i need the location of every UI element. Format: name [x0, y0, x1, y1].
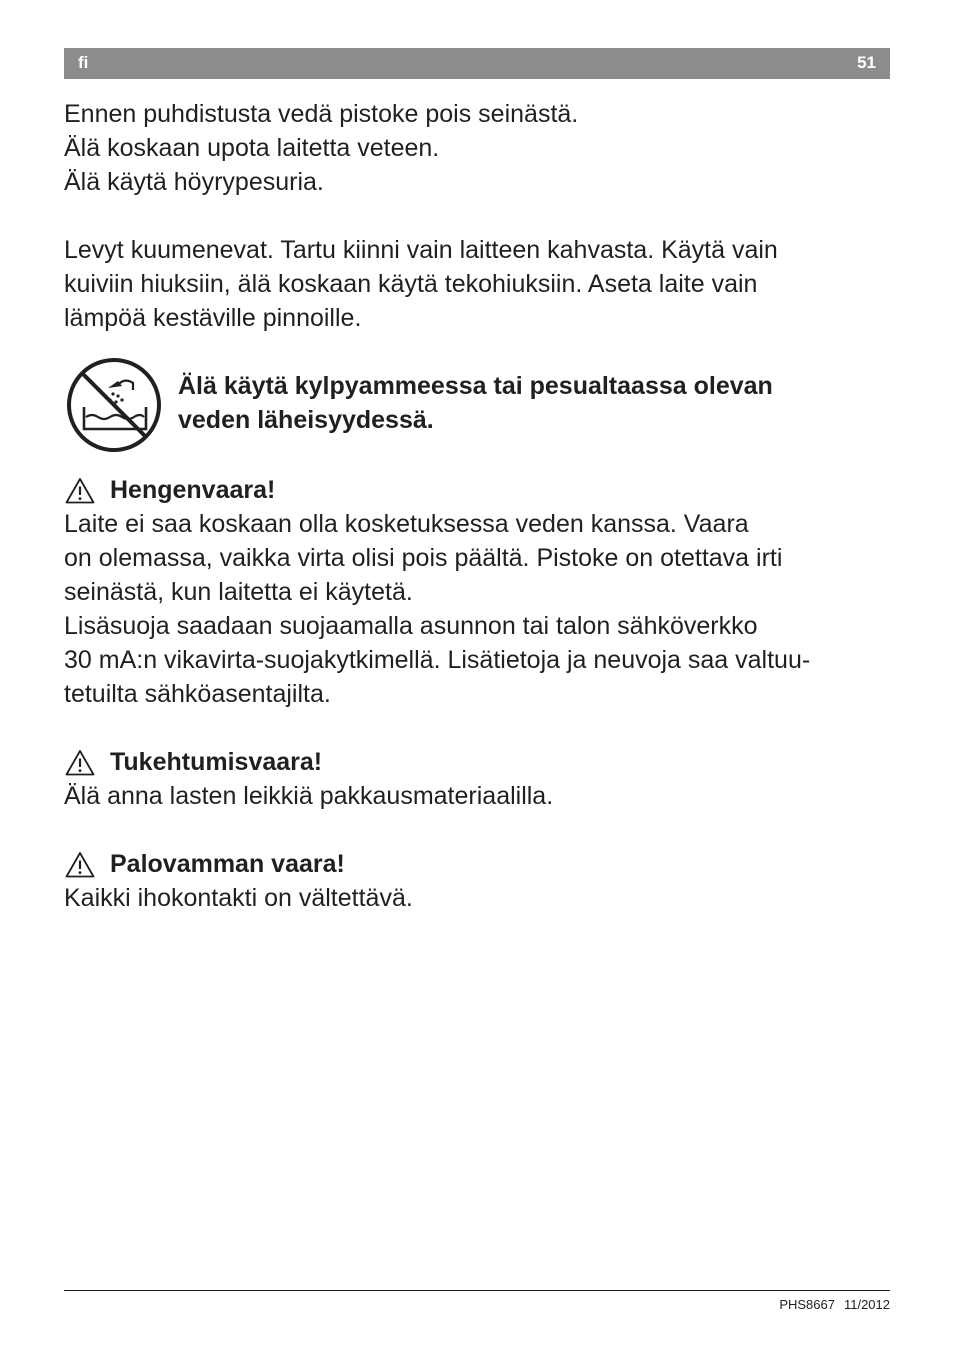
warning-section-hengenvaara	[64, 473, 810, 711]
text-line: Älä käytä kylpyammeessa tai pesualtaassa olevan	[178, 372, 773, 400]
no-bathtub-icon	[66, 357, 162, 453]
text-line: Älä anna lasten leikkiä pakkausmateriaalilla.	[64, 782, 554, 810]
warning-title: Tukehtumisvaara!	[110, 748, 323, 776]
text-line: Kaikki ihokontakti on vältettävä.	[64, 884, 413, 912]
cleaning-paragraph	[64, 97, 578, 199]
warning-triangle-icon	[65, 851, 95, 878]
warning-section-palovamman-vaara	[64, 847, 413, 915]
text-line: Älä koskaan upota laitetta veteen.	[64, 134, 440, 162]
text-line: Lisäsuoja saadaan suojaamalla asunnon tai talon sähköverkko	[64, 612, 758, 640]
text-line: on olemassa, vaikka virta olisi pois päältä. Pistoke on otettava irti	[64, 544, 783, 572]
text-line: Levyt kuumenevat. Tartu kiinni vain laitteen kahvasta. Käytä vain	[64, 236, 778, 264]
text-line: tetuilta sähköasentajilta.	[64, 680, 331, 708]
text-line: veden läheisyydessä.	[178, 406, 434, 434]
warning-triangle-icon	[65, 477, 95, 504]
print-date: 11/2012	[843, 1297, 890, 1312]
text-line: 30 mA:n vikavirta-suojakytkimellä. Lisätietoja ja neuvoja saa valtuu-	[64, 646, 811, 674]
text-line: Älä käytä höyrypesuria.	[64, 168, 324, 196]
header-bar	[64, 48, 890, 79]
text-line: lämpöä kestäville pinnoille.	[64, 304, 362, 332]
text-line: Laite ei saa koskaan olla kosketuksessa veden kanssa. Vaara	[64, 510, 749, 538]
model-number: PHS8667	[779, 1297, 835, 1312]
plates-paragraph	[64, 233, 778, 335]
water-warning-text	[178, 369, 773, 437]
warning-title: Palovamman vaara!	[110, 850, 345, 878]
language-code: fi	[78, 53, 89, 72]
warning-title: Hengenvaara!	[110, 476, 276, 504]
page-number: 51	[857, 53, 876, 72]
text-line: Ennen puhdistusta vedä pistoke pois seinästä.	[64, 100, 579, 128]
warning-section-tukehtumisvaara	[64, 745, 553, 813]
text-line: kuiviin hiuksiin, älä koskaan käytä tekohiuksiin. Aseta laite vain	[64, 270, 758, 298]
warning-triangle-icon	[65, 749, 95, 776]
footer	[779, 1297, 890, 1312]
footer-rule	[64, 1290, 890, 1291]
text-line: seinästä, kun laitetta ei käytetä.	[64, 578, 413, 606]
